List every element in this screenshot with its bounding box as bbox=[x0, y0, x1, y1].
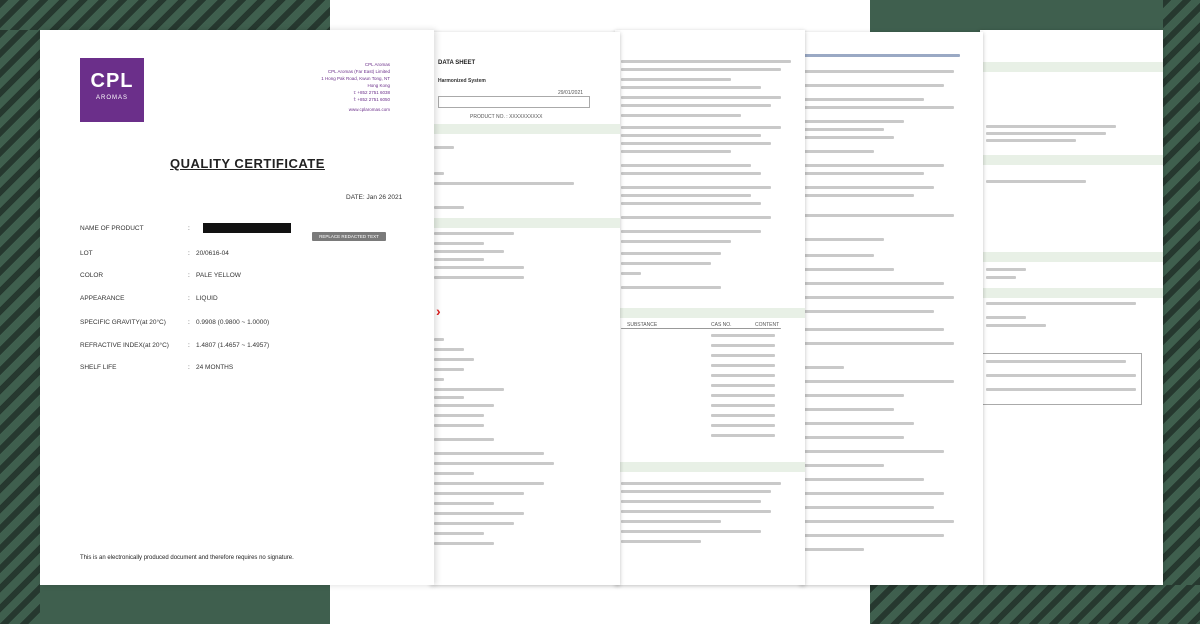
sds-subheading: Harmonized System bbox=[438, 78, 486, 84]
logo-main-text: CPL bbox=[90, 70, 134, 92]
text-line bbox=[621, 540, 701, 543]
text-line bbox=[621, 186, 771, 189]
text-line bbox=[621, 252, 721, 255]
text-line bbox=[804, 136, 894, 139]
background-stripes-bottom-right bbox=[870, 585, 1200, 624]
section-band bbox=[980, 288, 1163, 298]
text-line bbox=[804, 450, 944, 453]
text-line bbox=[986, 360, 1126, 363]
text-line bbox=[804, 534, 944, 537]
field-label-specific-gravity: SPECIFIC GRAVITY(at 20°C) bbox=[80, 319, 166, 326]
address-line: CPL Aromas bbox=[364, 62, 390, 67]
text-line bbox=[434, 522, 514, 525]
text-line bbox=[804, 164, 944, 167]
text-line bbox=[434, 358, 474, 361]
field-label-appearance: APPEARANCE bbox=[80, 295, 125, 302]
section-band bbox=[980, 155, 1163, 165]
text-line bbox=[621, 490, 771, 493]
sds-product-code: PRODUCT NO. : XXXXXXXXXX bbox=[470, 114, 543, 120]
text-line bbox=[621, 86, 761, 89]
text-line bbox=[804, 548, 864, 551]
text-line bbox=[621, 272, 641, 275]
table-row bbox=[711, 394, 775, 397]
address-line: Hong Kong bbox=[367, 83, 390, 88]
section-band bbox=[615, 462, 805, 472]
text-line bbox=[804, 408, 894, 411]
text-line bbox=[804, 268, 894, 271]
field-label-product-name: NAME OF PRODUCT bbox=[80, 225, 144, 232]
table-row bbox=[711, 334, 775, 337]
text-line bbox=[804, 186, 934, 189]
text-line bbox=[621, 500, 761, 503]
text-line bbox=[434, 482, 544, 485]
text-line bbox=[434, 250, 504, 253]
text-line bbox=[804, 394, 904, 397]
field-value-shelf-life: 24 MONTHS bbox=[196, 364, 234, 371]
section-band bbox=[430, 124, 620, 134]
text-line bbox=[621, 216, 771, 219]
table-row bbox=[711, 404, 775, 407]
text-line bbox=[621, 262, 711, 265]
text-line bbox=[986, 324, 1046, 327]
text-line bbox=[434, 502, 494, 505]
text-line bbox=[804, 254, 874, 257]
text-line bbox=[621, 104, 771, 107]
table-row bbox=[711, 344, 775, 347]
text-line bbox=[986, 316, 1026, 319]
field-colon: : bbox=[188, 364, 190, 371]
field-label-shelf-life: SHELF LIFE bbox=[80, 364, 117, 371]
section-band bbox=[615, 308, 805, 318]
text-line bbox=[804, 84, 944, 87]
text-line bbox=[621, 164, 751, 167]
text-line bbox=[986, 276, 1016, 279]
sds-page-2 bbox=[430, 32, 620, 585]
field-value-specific-gravity: 0.9908 (0.9800 ~ 1.0000) bbox=[196, 319, 270, 326]
table-row bbox=[711, 414, 775, 417]
background-white-strip bbox=[330, 0, 870, 30]
text-line bbox=[621, 150, 731, 153]
table-header-substance: SUBSTANCE bbox=[627, 322, 658, 328]
text-line bbox=[621, 530, 761, 533]
text-line bbox=[804, 194, 914, 197]
text-line bbox=[434, 182, 574, 185]
address-line: t: +852 2751 6038 bbox=[353, 90, 390, 95]
field-label-color: COLOR bbox=[80, 272, 104, 279]
text-line bbox=[434, 472, 474, 475]
sds-page-5 bbox=[980, 30, 1163, 585]
text-line bbox=[986, 125, 1116, 128]
text-line bbox=[434, 266, 524, 269]
text-line bbox=[621, 68, 781, 71]
text-line bbox=[804, 310, 934, 313]
certificate-title: QUALITY CERTIFICATE bbox=[170, 156, 325, 171]
text-line bbox=[804, 506, 934, 509]
text-line bbox=[804, 380, 954, 383]
address-line: f: +852 2751 6050 bbox=[353, 97, 390, 102]
text-line bbox=[804, 128, 884, 131]
text-line bbox=[621, 134, 761, 137]
text-line bbox=[804, 492, 944, 495]
background-stripes-right bbox=[1163, 0, 1200, 624]
text-line bbox=[986, 132, 1106, 135]
field-value-appearance: LIQUID bbox=[196, 295, 218, 302]
text-line bbox=[621, 126, 781, 129]
text-line bbox=[804, 328, 944, 331]
text-line bbox=[986, 268, 1026, 271]
section-band bbox=[980, 62, 1163, 72]
text-line bbox=[434, 438, 494, 441]
text-line bbox=[804, 366, 844, 369]
text-line bbox=[800, 54, 960, 57]
text-line bbox=[434, 368, 464, 371]
address-line: CPL Aromas (Far East) Limited bbox=[327, 69, 390, 74]
text-line bbox=[434, 424, 484, 427]
text-line bbox=[804, 106, 954, 109]
text-line bbox=[804, 520, 954, 523]
text-line bbox=[621, 230, 761, 233]
text-line bbox=[434, 348, 464, 351]
text-line bbox=[804, 342, 954, 345]
field-colon: : bbox=[188, 295, 190, 302]
text-line bbox=[621, 142, 771, 145]
text-line bbox=[804, 296, 954, 299]
text-line bbox=[434, 404, 494, 407]
table-row bbox=[711, 374, 775, 377]
text-line bbox=[986, 374, 1136, 377]
redacted-product-name bbox=[203, 223, 291, 233]
background-stripes-left bbox=[0, 30, 40, 624]
text-line bbox=[804, 214, 954, 217]
text-line bbox=[434, 542, 494, 545]
section-band bbox=[980, 252, 1163, 262]
table-row bbox=[711, 434, 775, 437]
sds-page-3 bbox=[615, 30, 805, 585]
text-line bbox=[804, 238, 884, 241]
text-line bbox=[621, 194, 751, 197]
table-row bbox=[711, 354, 775, 357]
field-value-color: PALE YELLOW bbox=[196, 272, 241, 279]
text-line bbox=[621, 510, 771, 513]
company-address bbox=[310, 62, 390, 122]
text-line bbox=[621, 482, 781, 485]
field-colon: : bbox=[188, 272, 190, 279]
field-colon: : bbox=[188, 250, 190, 257]
text-line bbox=[434, 532, 484, 535]
chevron-right-icon: › bbox=[436, 303, 441, 319]
field-colon: : bbox=[188, 342, 190, 349]
text-line bbox=[434, 172, 444, 175]
text-line bbox=[986, 302, 1136, 305]
text-line bbox=[804, 282, 944, 285]
text-line bbox=[621, 60, 791, 63]
text-line bbox=[434, 206, 464, 209]
cpl-aromas-logo bbox=[80, 58, 144, 122]
sds-heading: DATA SHEET bbox=[438, 60, 476, 66]
certificate-footer-note: This is an electronically produced document and therefore requires no signature. bbox=[80, 555, 294, 561]
text-line bbox=[804, 172, 924, 175]
text-line bbox=[434, 512, 524, 515]
text-line bbox=[804, 422, 914, 425]
logo-sub-text: AROMAS bbox=[95, 95, 128, 101]
text-line bbox=[621, 286, 721, 289]
text-line bbox=[434, 146, 454, 149]
background-white-strip-bottom bbox=[330, 585, 870, 624]
field-value-lot: 20/0616-04 bbox=[196, 250, 229, 257]
text-line bbox=[434, 338, 444, 341]
text-line bbox=[621, 78, 731, 81]
table-header-cas: CAS NO. bbox=[711, 322, 732, 328]
product-field-box bbox=[438, 96, 590, 108]
text-line bbox=[804, 120, 904, 123]
text-line bbox=[804, 436, 904, 439]
certificate-date: DATE: Jan 26 2021 bbox=[346, 194, 403, 201]
text-line bbox=[621, 240, 731, 243]
text-line bbox=[621, 202, 761, 205]
text-line bbox=[621, 172, 761, 175]
text-line bbox=[986, 180, 1086, 183]
address-line: 1 Hong Pak Road, Kwun Tong, NT bbox=[321, 76, 390, 81]
text-line bbox=[621, 96, 781, 99]
text-line bbox=[434, 232, 514, 235]
sds-date: 29/01/2021 bbox=[558, 90, 584, 96]
text-line bbox=[804, 464, 884, 467]
text-line bbox=[434, 388, 504, 391]
field-colon: : bbox=[188, 319, 190, 326]
text-line bbox=[986, 388, 1136, 391]
text-line bbox=[434, 452, 544, 455]
table-row bbox=[711, 424, 775, 427]
field-value-refractive-index: 1.4807 (1.4657 ~ 1.4957) bbox=[196, 342, 270, 349]
text-line bbox=[621, 520, 721, 523]
text-line bbox=[434, 492, 524, 495]
text-line bbox=[621, 114, 741, 117]
table-row bbox=[711, 384, 775, 387]
table-row bbox=[711, 364, 775, 367]
sds-page-4 bbox=[800, 32, 983, 585]
text-line bbox=[434, 276, 524, 279]
table-divider bbox=[621, 328, 781, 329]
field-label-lot: LOT bbox=[80, 250, 93, 257]
text-line bbox=[804, 98, 924, 101]
field-colon: : bbox=[188, 225, 190, 232]
text-line bbox=[434, 378, 444, 381]
table-header-content: CONTENT bbox=[755, 322, 780, 328]
text-line bbox=[986, 139, 1076, 142]
text-line bbox=[804, 70, 954, 73]
text-line bbox=[434, 396, 464, 399]
address-line: www.cplaromas.com bbox=[348, 107, 390, 112]
field-label-refractive-index: REFRACTIVE INDEX(at 20°C) bbox=[80, 342, 169, 349]
text-line bbox=[434, 242, 484, 245]
replace-redacted-text-button[interactable]: REPLACE REDACTED TEXT bbox=[312, 232, 386, 241]
text-line bbox=[434, 462, 554, 465]
text-line bbox=[804, 150, 874, 153]
text-line bbox=[434, 414, 484, 417]
text-line bbox=[804, 478, 924, 481]
section-band bbox=[430, 218, 620, 228]
background-stripes-top-left bbox=[0, 0, 330, 30]
text-line bbox=[434, 258, 484, 261]
